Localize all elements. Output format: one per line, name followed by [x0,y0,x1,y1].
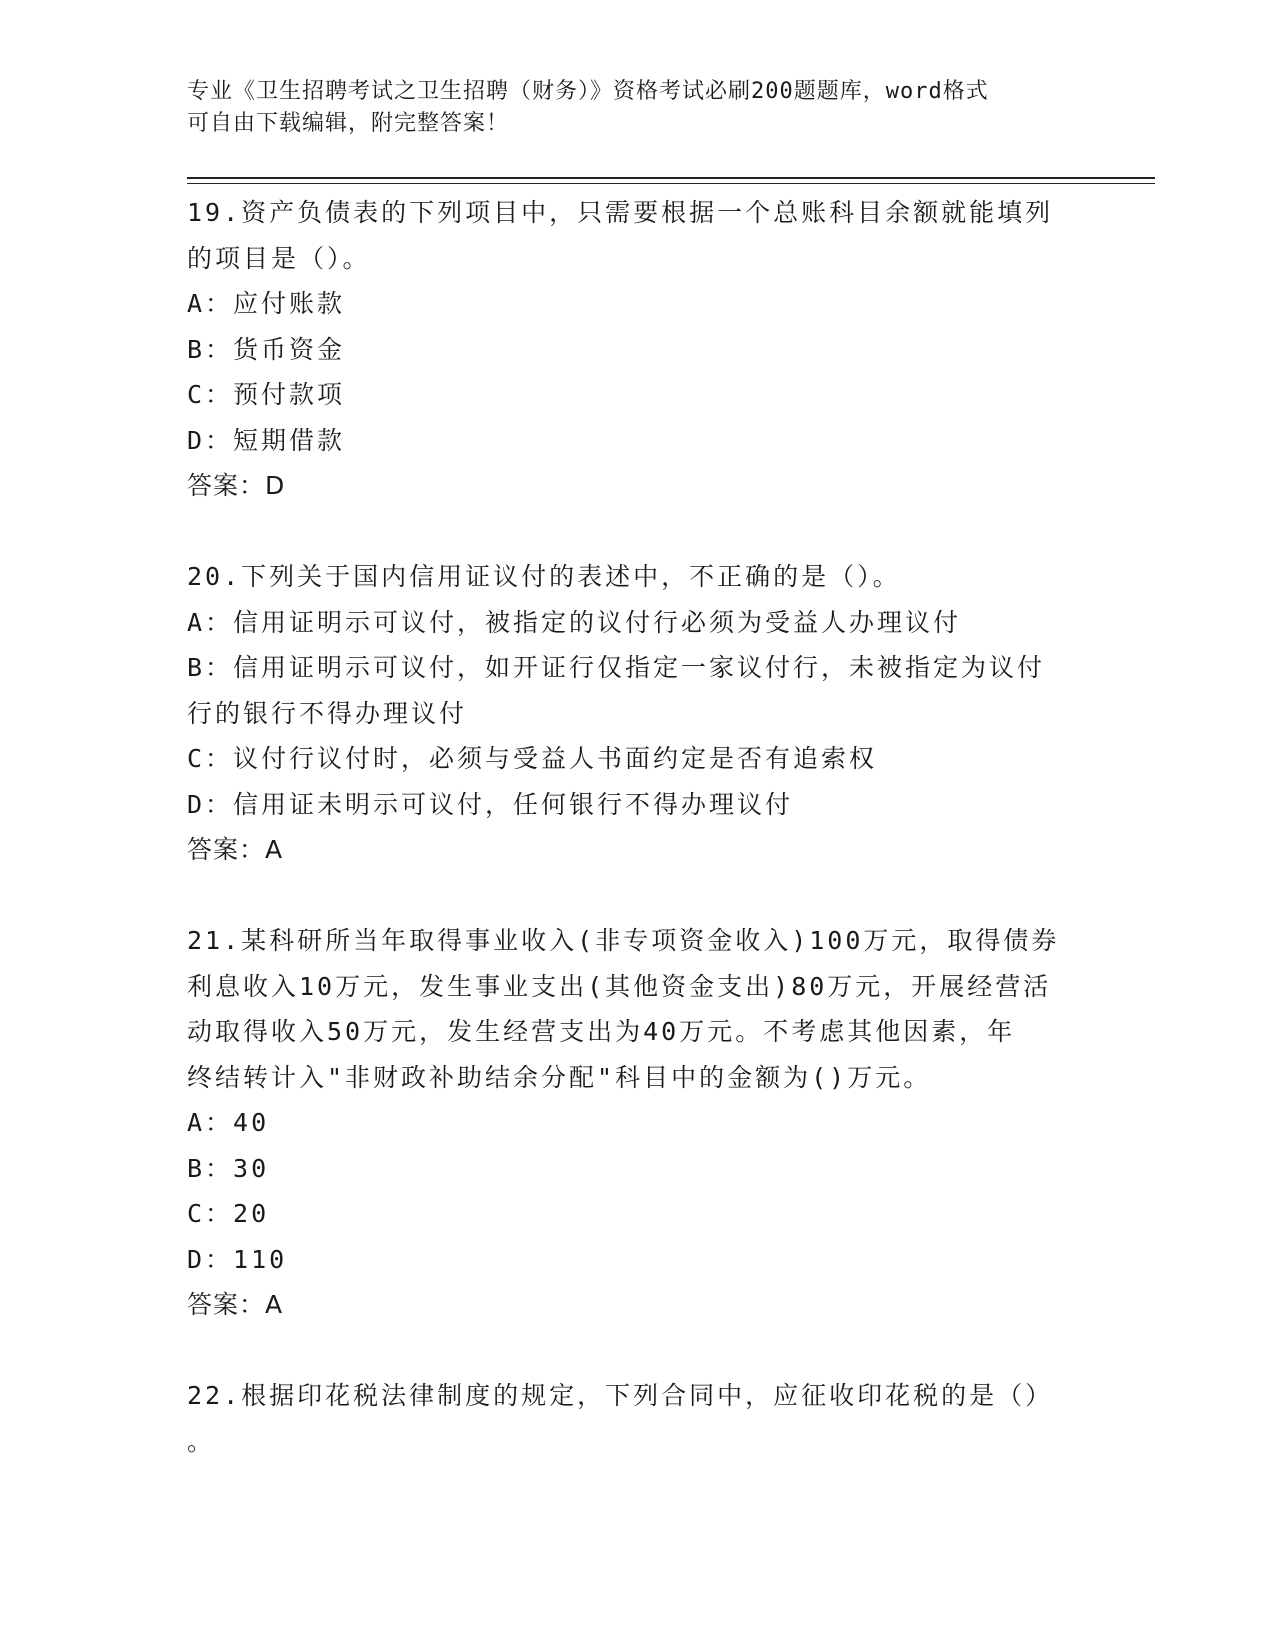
header-line-1: 专业《卫生招聘考试之卫生招聘（财务）》资格考试必刷200题题库，word格式 [187,79,989,104]
option-line: A：应付账款 [187,289,346,318]
question-block [187,190,1087,509]
option-line: D：信用证未明示可议付，任何银行不得办理议付 [187,789,794,819]
question-stem-line: 。 [187,1426,216,1456]
option-line: C：20 [187,1199,270,1228]
option-line: A：40 [187,1108,270,1137]
header-line-2: 可自由下载编辑，附完整答案！ [187,111,510,136]
question-stem-line: 22.根据印花税法律制度的规定，下列合同中，应征收印花税的是（） [187,1381,1054,1410]
question-stem-line: 动取得收入50万元，发生经营支出为40万元。不考虑其他因素，年 [187,1017,1016,1046]
question-stem-line: 的项目是（）。 [187,243,371,273]
answer-line: 答案：D [187,471,286,500]
question-stem-line: 20.下列关于国内信用证议付的表述中，不正确的是（）。 [187,562,901,591]
question-list [187,190,1087,1464]
option-line: A：信用证明示可议付，被指定的议付行必须为受益人办理议付 [187,607,962,637]
option-line: B：信用证明示可议付，如开证行仅指定一家议付行，未被指定为议付 [187,653,1046,682]
question-spacer [187,873,1087,919]
question-block [187,554,1087,873]
answer-line: 答案：A [187,1290,284,1319]
option-line: 行的银行不得办理议付 [187,698,468,728]
question-stem-line: 终结转计入"非财政补助结余分配"科目中的金额为()万元。 [187,1062,932,1092]
question-spacer [187,1328,1087,1374]
option-line: D：110 [187,1244,288,1274]
question-stem-line: 19.资产负债表的下列项目中，只需要根据一个总账科目余额就能填列 [187,198,1054,227]
option-line: C：议付行议付时，必须与受益人书面约定是否有追索权 [187,744,878,773]
question-stem-line: 21.某科研所当年取得事业收入(非专项资金收入)100万元，取得债券 [187,926,1060,955]
option-line: D：短期借款 [187,425,346,455]
option-line: B：货币资金 [187,334,346,364]
question-block [187,918,1087,1328]
option-line: C：预付款项 [187,380,346,409]
document-header [187,76,1087,140]
question-spacer [187,509,1087,555]
answer-line: 答案：A [187,835,284,864]
option-line: B：30 [187,1153,270,1183]
header-divider-thick [187,177,1155,179]
question-block [187,1373,1087,1464]
question-stem-line: 利息收入10万元，发生事业支出(其他资金支出)80万元，开展经营活 [187,971,1052,1001]
header-divider-thin [187,183,1155,184]
